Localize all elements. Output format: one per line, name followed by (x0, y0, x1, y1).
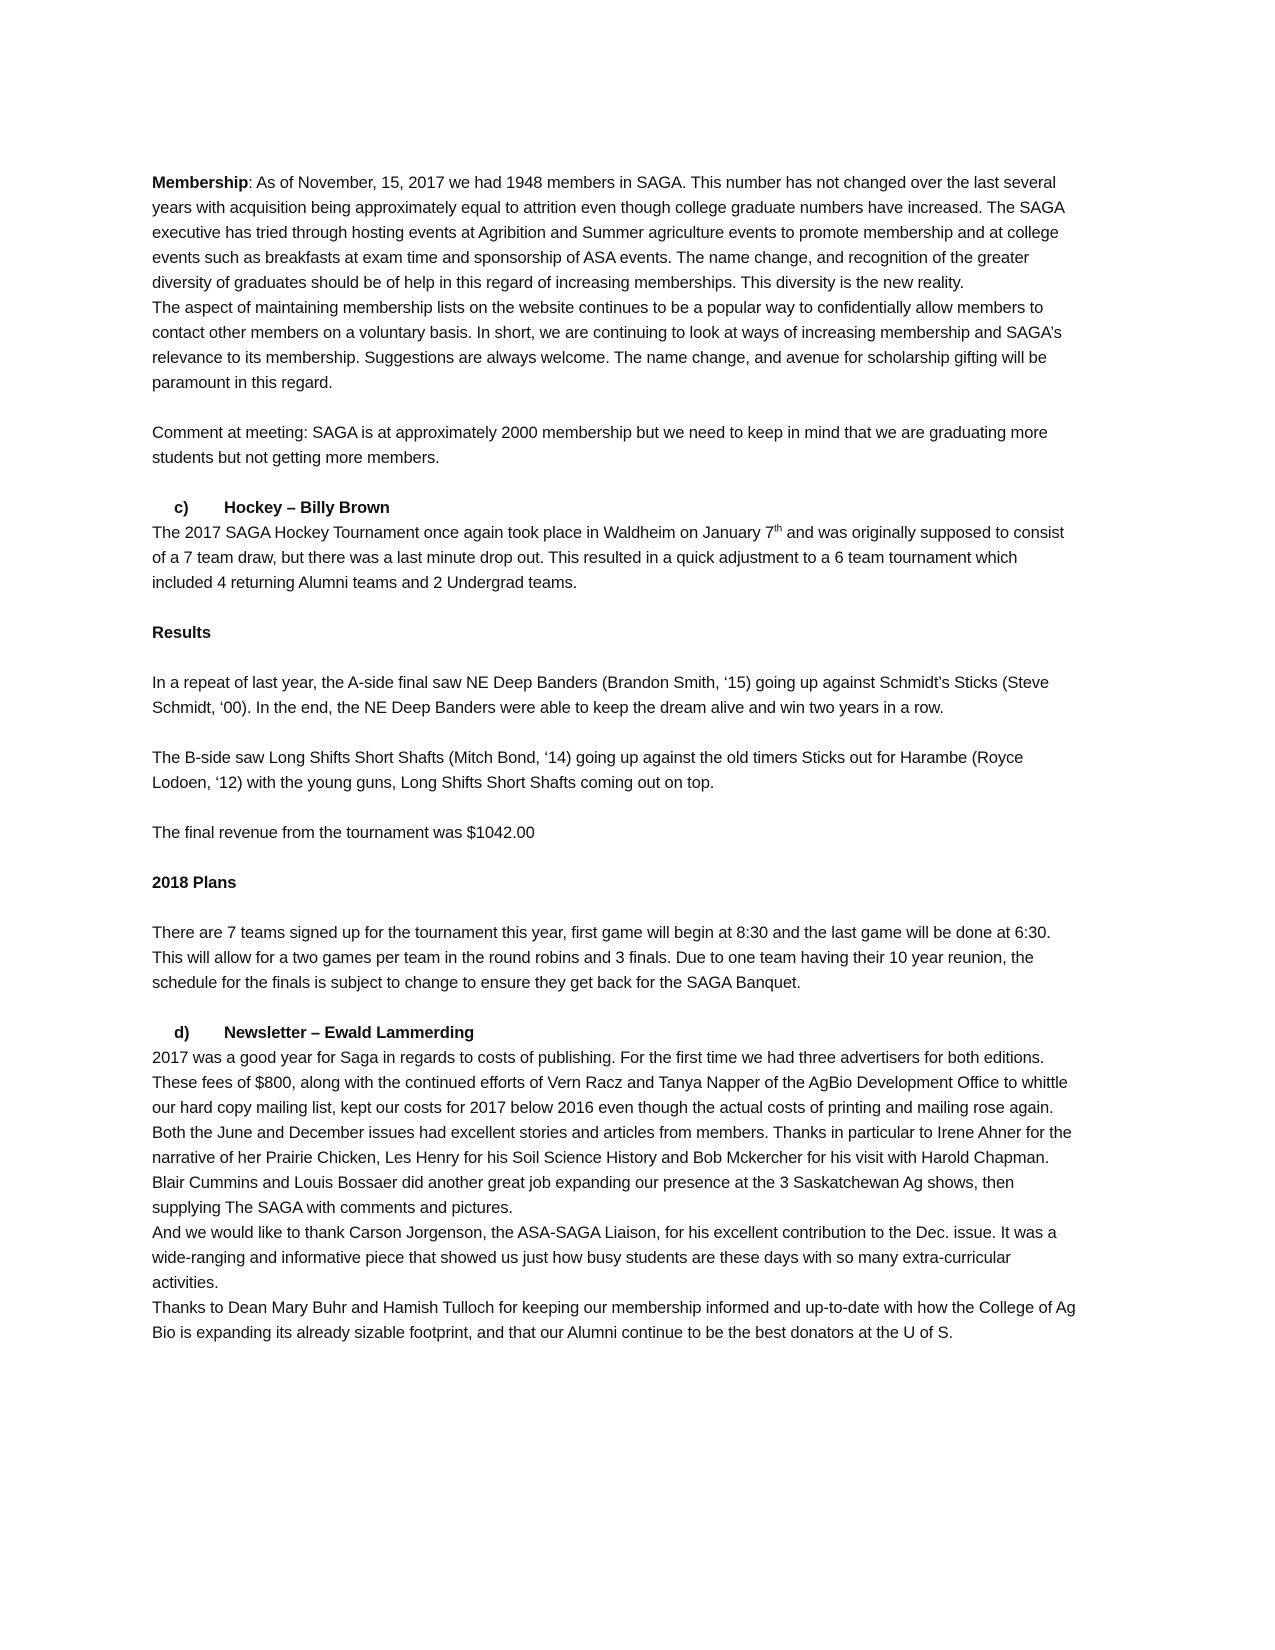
membership-intro: : As of November, 15, 2017 we had 1948 members in SAGA. This number has not changed over the last several years with acquisition being approximately equal to attrition even though college graduate numbers have increased. The SAGA executive has tried through hosting events at Agribition and Summer agriculture events to promote membership and at college events such as breakfasts at exam time and sponsorship of ASA events. The name change, and recognition of the greater diversity of graduates should be of help in this regard of increasing memberships. This diversity is the new reality. (152, 173, 1064, 292)
revenue-paragraph: The final revenue from the tournament was $1042.00 (152, 823, 535, 842)
membership-paragraph-2: The aspect of maintaining membership lists on the website continues to be a popular way to confidentially allow members to contact other members on a voluntary basis. In short, we are continuing to look at ways of increasing membership and SAGA’s relevance to its membership. Suggestions are always welcome. The name change, and avenue for scholarship gifting will be paramount in this regard. (152, 298, 1062, 392)
newsletter-paragraph-3: And we would like to thank Carson Jorgenson, the ASA-SAGA Liaison, for his excellent contribution to the Dec. issue. It was a wide-ranging and informative piece that showed us just how busy students are these days with so many extra-curricular activities. (152, 1223, 1057, 1292)
newsletter-section-title: Newsletter – Ewald Lammerding (224, 1023, 475, 1042)
newsletter-section-heading (152, 1020, 1077, 1045)
hockey-intro-sup: th (774, 523, 783, 535)
newsletter-section-letter: d) (174, 1023, 190, 1042)
results-heading: Results (152, 623, 211, 642)
hockey-section-title: Hockey – Billy Brown (224, 498, 390, 517)
hockey-section-letter: c) (174, 498, 189, 517)
hockey-section-heading (152, 495, 1077, 520)
hockey-intro (152, 520, 1077, 595)
membership-label: Membership (152, 173, 249, 192)
hockey-intro-b: and was originally supposed to consist of a 7 team draw, but there was a last minute drop out. This resulted in a quick adjustment to a 6 team tournament which included 4 returning Alumni teams and 2 Undergrad teams. (152, 523, 1065, 592)
newsletter-paragraph-2: Both the June and December issues had excellent stories and articles from members. Thanks in particular to Irene Ahner for the narrative of her Prairie Chicken, Les Henry for his Soil Science History and Bob Mckercher for his visit with Harold Chapman. Blair Cummins and Louis Bossaer did another great job expanding our presence at the 3 Saskatchewan Ag shows, then supplying The SAGA with comments and pictures. (152, 1123, 1072, 1217)
newsletter-paragraph-4: Thanks to Dean Mary Buhr and Hamish Tulloch for keeping our membership informed and up-to-date with how the College of Ag Bio is expanding its already sizable footprint, and that our Alumni continue to be the best donators at the U of S. (152, 1298, 1076, 1342)
membership-paragraph (152, 170, 1077, 295)
plans-paragraph: There are 7 teams signed up for the tournament this year, first game will begin at 8:30 and the last game will be done at 6:30. This will allow for a two games per team in the round robins and 3 finals. Due to one team having their 10 year reunion, the schedule for the finals is subject to change to ensure they get back for the SAGA Banquet. (152, 923, 1051, 992)
membership-comment: Comment at meeting: SAGA is at approximately 2000 membership but we need to keep in mind that we are graduating more students but not getting more members. (152, 423, 1048, 467)
plans-heading: 2018 Plans (152, 873, 237, 892)
b-side-paragraph: The B-side saw Long Shifts Short Shafts (Mitch Bond, ‘14) going up against the old timers Sticks out for Harambe (Royce Lodoen, ‘12) with the young guns, Long Shifts Short Shafts coming out on top. (152, 748, 1024, 792)
document-page (152, 170, 1077, 1345)
hockey-intro-a: The 2017 SAGA Hockey Tournament once again took place in Waldheim on January 7 (152, 523, 775, 542)
a-side-paragraph: In a repeat of last year, the A-side final saw NE Deep Banders (Brandon Smith, ‘15) going up against Schmidt’s Sticks (Steve Schmidt, ‘00). In the end, the NE Deep Banders were able to keep the dream alive and win two years in a row. (152, 673, 1049, 717)
newsletter-paragraph-1: 2017 was a good year for Saga in regards to costs of publishing. For the first time we had three advertisers for both editions. These fees of $800, along with the continued efforts of Vern Racz and Tanya Napper of the AgBio Development Office to whittle our hard copy mailing list, kept our costs for 2017 below 2016 even though the actual costs of printing and mailing rose again. (152, 1048, 1068, 1117)
